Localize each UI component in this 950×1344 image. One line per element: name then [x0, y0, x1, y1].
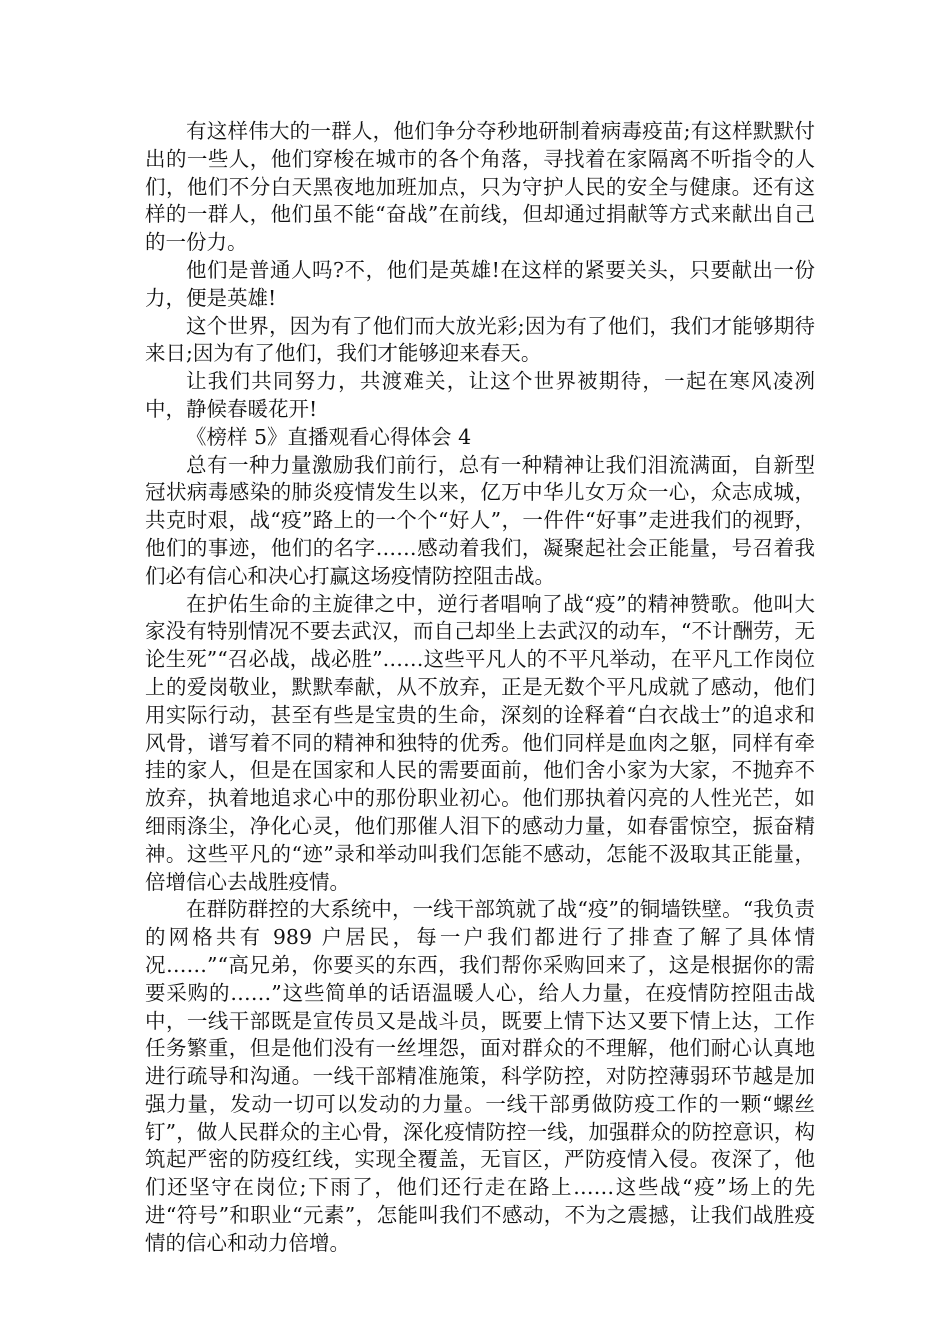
paragraph: 这个世界，因为有了他们而大放光彩;因为有了他们，我们才能够期待来日;因为有了他们，我们才能够迎来春天。	[145, 313, 815, 366]
paragraph: 在护佑生命的主旋律之中，逆行者唱响了战“疫”的精神赞歌。他叫大家没有特别情况不要去武汉，而自己却坐上去武汉的动车，“不计酬劳，无论生死”“召必战，战必胜”……这些平凡人的不平凡举动，在平凡工作岗位上的爱岗敬业，默默奉献，从不放弃，正是无数个平凡成就了感动，他们用实际行动，甚至有些是宝贵的生命，深刻的诠释着“白衣战士”的追求和风骨，谱写着不同的精神和独特的优秀。他们同样是血肉之躯，同样有牵挂的家人，但是在国家和人民的需要面前，他们舍小家为大家，不抛弃不放弃，执着地追求心中的那份职业初心。他们那执着闪亮的人性光芒，如细雨涤尘，净化心灵，他们那催人泪下的感动力量，如春雷惊空，振奋精神。这些平凡的“迹”录和举动叫我们怎能不感动，怎能不汲取其正能量，倍增信心去战胜疫情。	[145, 591, 815, 894]
paragraph: 他们是普通人吗?不，他们是英雄!在这样的紧要关头，只要献出一份力，便是英雄!	[145, 257, 815, 310]
paragraph: 有这样伟大的一群人，他们争分夺秒地研制着病毒疫苗;有这样默默付出的一些人，他们穿梭在城市的各个角落，寻找着在家隔离不听指令的人们，他们不分白天黑夜地加班加点，只为守护人民的安全与健康。还有这样的一群人，他们虽不能“奋战”在前线，但却通过捐献等方式来献出自己的一份力。	[145, 119, 815, 255]
paragraph: 在群防群控的大系统中，一线干部筑就了战“疫”的铜墙铁壁。“我负责的网格共有 989 户居民，每一户我们都进行了排查了解了具体情况……”“高兄弟，你要买的东西，我们帮你采购回来了，这是根据你的需要采购的……”这些简单的话语温暖人心，给人力量，在疫情防控阻击战中，一线干部既是宣传员又是战斗员，既要上情下达又要下情上达，工作任务繁重，但是他们没有一丝埋怨，面对群众的不理解，他们耐心认真地进行疏导和沟通。一线干部精准施策，科学防控，对防控薄弱环节越是加强力量，发动一切可以发动的力量。一线干部勇做防疫工作的一颗“螺丝钉”，做人民群众的主心骨，深化疫情防控一线，加强群众的防控意识，构筑起严密的防疫红线，实现全覆盖，无盲区，严防疫情入侵。夜深了，他们还坚守在岗位;下雨了，他们还行走在路上……这些战“疫”场上的先进“符号”和职业“元素”，怎能叫我们不感动，不为之震撼，让我们战胜疫情的信心和动力倍增。	[145, 897, 815, 1255]
paragraph: 总有一种力量激励我们前行，总有一种精神让我们泪流满面，自新型冠状病毒感染的肺炎疫情发生以来，亿万中华儿女万众一心，众志成城，共克时艰，战“疫”路上的一个个“好人”，一件件“好事”走进我们的视野，他们的事迹，他们的名字……感动着我们，凝聚起社会正能量，号召着我们必有信心和决心打赢这场疫情防控阻击战。	[145, 452, 815, 588]
section-heading: 《榜样 5》直播观看心得体会 4	[186, 424, 472, 449]
document-body	[145, 118, 815, 1258]
paragraph: 让我们共同努力，共渡难关，让这个世界被期待，一起在寒风凌冽中，静候春暖花开!	[145, 369, 815, 421]
